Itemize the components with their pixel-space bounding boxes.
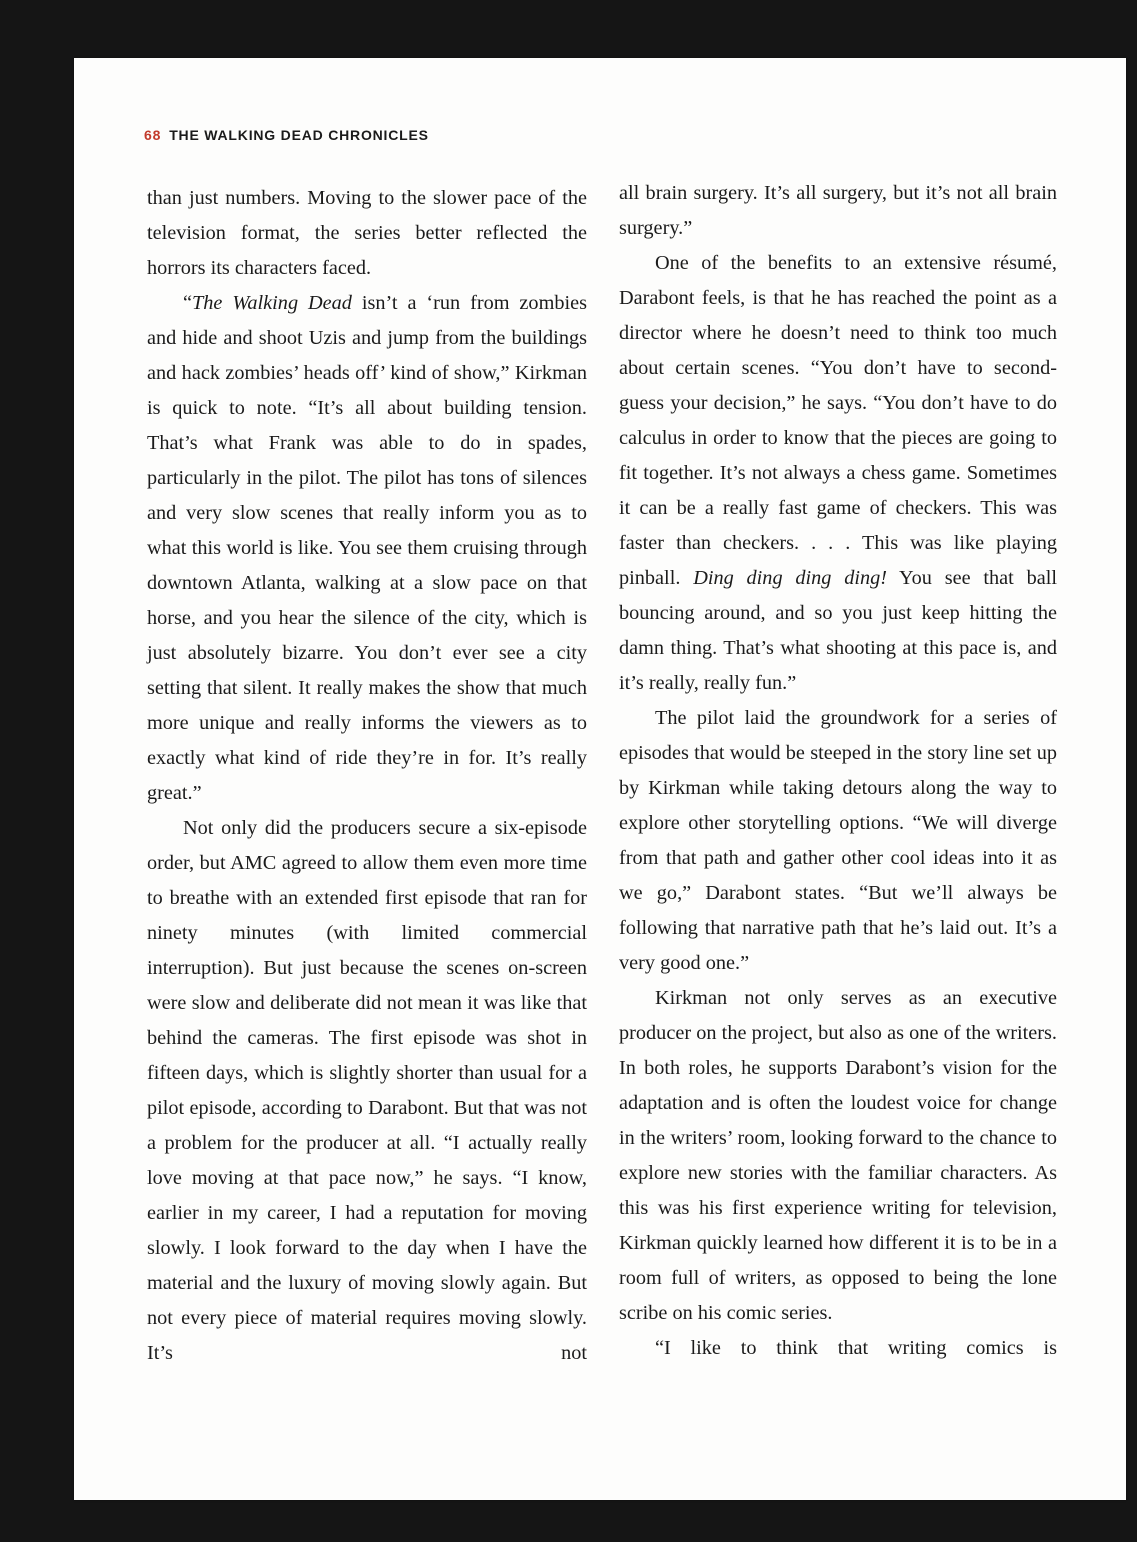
open-quote: “ — [183, 292, 193, 314]
right-column — [619, 176, 1057, 1366]
paragraph — [147, 286, 587, 811]
italic-phrase: Ding ding ding ding! — [693, 567, 888, 589]
paragraph: “I like to think that writing comics is — [655, 1337, 1057, 1359]
running-head — [144, 127, 429, 143]
paragraph-text: You see that ball bouncing around, and so you just keep hitting the damn thing. That’s what shooting at this pace is, and it’s really, really fun.” — [619, 567, 1057, 694]
italic-title: The Walking Dead — [192, 292, 352, 314]
paragraph: than just numbers. Moving to the slower pace of the television format, the series better reflected the horrors its characters faced. — [147, 187, 587, 279]
page-number: 68 — [144, 127, 162, 143]
book-title: THE WALKING DEAD CHRONICLES — [169, 127, 429, 143]
left-column — [147, 181, 587, 1371]
paragraph-text: isn’t a ‘run from zombies and hide and shoot Uzis and jump from the buildings and hack zombies’ heads off’ kind of show,” Kirkman is quick to note. “It’s all about building tension. That’s what Frank was able to do in spades, particularly in the pilot. The pilot has tons of silences and very slow scenes that really inform you as to what this world is like. You see them cruising through downtown Atlanta, walking at a slow pace on that horse, and you hear the silence of the city, which is just absolutely bizarre. You don’t ever see a city setting that silent. It really makes the show that much more unique and really informs the viewers as to exactly what kind of ride they’re in for. It’s really great.” — [147, 292, 588, 804]
paragraph: all brain surgery. It’s all surgery, but it’s not all brain surgery.” — [619, 182, 1057, 239]
book-page — [74, 58, 1126, 1500]
paragraph: Kirkman not only serves as an executive producer on the project, but also as one of the writers. In both roles, he supports Darabont’s vision for the adaptation and is often the loudest voice for change in the writers’ room, looking forward to the chance to explore new stories with the familiar characters. As this was his first experience writing for television, Kirkman quickly learned how different it is to be in a room full of writers, as opposed to being the lone scribe on his comic series. — [619, 987, 1057, 1324]
paragraph-text: One of the benefits to an extensive résumé, Darabont feels, is that he has reached the point as a director where he doesn’t need to think too much about certain scenes. “You don’t have to second-guess your decision,” he says. “You don’t have to do calculus in order to know that the pieces are going to fit together. It’s not always a chess game. Sometimes it can be a really fast game of checkers. This was faster than checkers. . . . This was like playing pinball. — [619, 252, 1057, 589]
paragraph: The pilot laid the groundwork for a series of episodes that would be steeped in the story line set up by Kirkman while taking detours along the way to explore other storytelling options. “We will diverge from that path and gather other cool ideas into it as we go,” Darabont states. “But we’ll always be following that narrative path that he’s laid out. It’s a very good one.” — [619, 707, 1057, 974]
paragraph — [619, 246, 1057, 701]
paragraph: Not only did the producers secure a six-episode order, but AMC agreed to allow them even more time to breathe with an extended first episode that ran for ninety minutes (with limited commercial interruption). But just because the scenes on-screen were slow and deliberate did not mean it was like that behind the cameras. The first episode was shot in fifteen days, which is slightly shorter than usual for a pilot episode, according to Darabont. But that was not a problem for the producer at all. “I actually really love moving at that pace now,” he says. “I know, earlier in my career, I had a reputation for moving slowly. I look forward to the day when I have the material and the luxury of moving slowly again. But not every piece of material requires moving slowly. It’s not — [147, 817, 587, 1364]
